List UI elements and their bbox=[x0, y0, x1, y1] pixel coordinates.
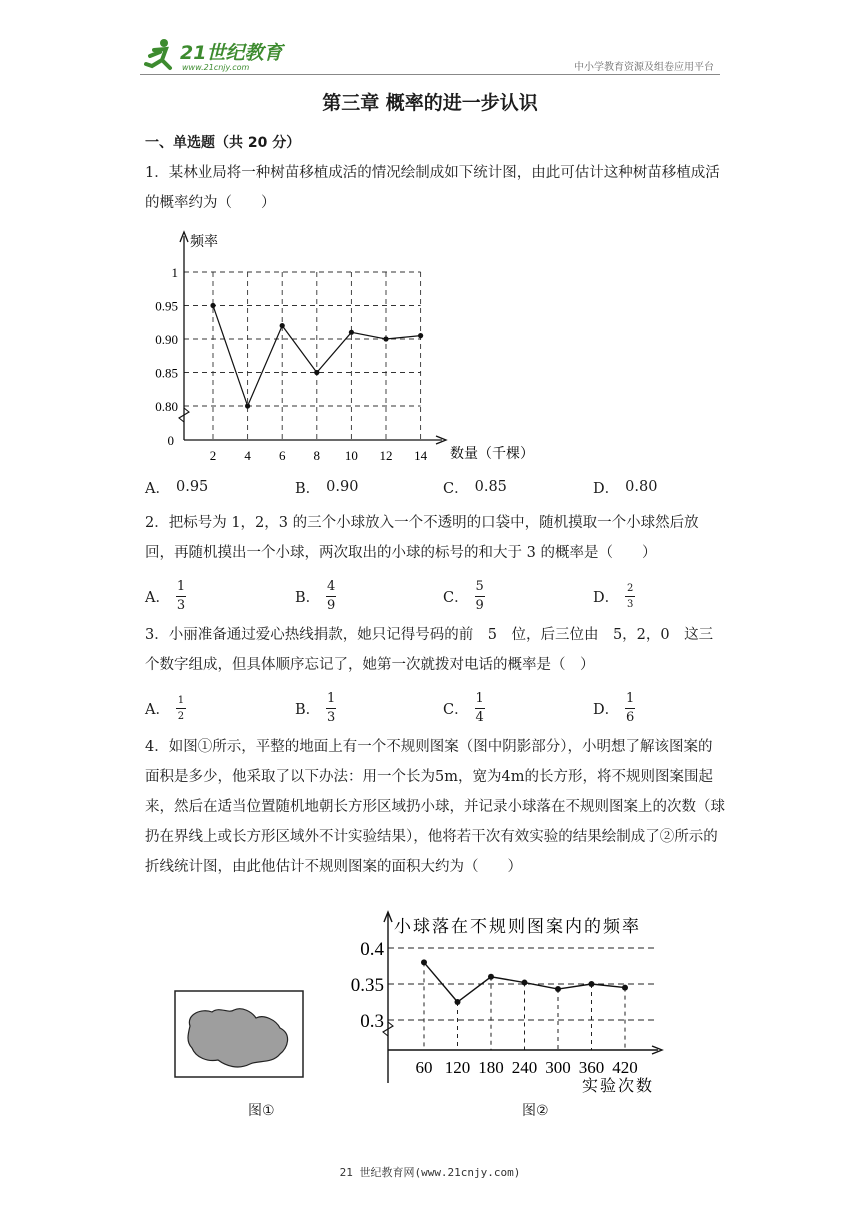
figure-1-label: 图① bbox=[248, 1103, 275, 1119]
data-point bbox=[589, 981, 595, 987]
x-tick-label: 360 bbox=[578, 1058, 605, 1077]
data-point bbox=[522, 980, 528, 986]
option-a[interactable]: A． 0.95 bbox=[145, 479, 209, 497]
option-a[interactable]: A． $\frac{1}{3}$ bbox=[145, 578, 186, 613]
figure-1-diagram bbox=[172, 988, 312, 1098]
x-tick-label: 8 bbox=[313, 448, 321, 463]
question-3-options bbox=[145, 690, 725, 726]
data-point bbox=[622, 985, 628, 991]
logo-text: 21世纪教育 bbox=[180, 42, 283, 64]
x-tick-label: 300 bbox=[545, 1058, 571, 1077]
question-2-options bbox=[145, 578, 725, 614]
data-point bbox=[245, 403, 250, 408]
question-3-stem: 3．小丽准备通过爱心热线捐款，她只记得号码的前 5 位，后三位由 5，2，0 这三个数字组成，但具体顺序忘记了，她第一次就拨对电话的概率是（ ） bbox=[145, 627, 714, 673]
fraction: $\frac{4}{9}$ bbox=[327, 578, 336, 613]
y-tick-label: 0.3 bbox=[360, 1011, 384, 1032]
x-tick-label: 420 bbox=[612, 1058, 638, 1077]
option-d[interactable]: D． 0.80 bbox=[593, 479, 658, 497]
option-a[interactable]: A． $\frac{1}{2}$ bbox=[145, 694, 185, 722]
y-tick-label: 1 bbox=[171, 265, 178, 280]
option-c[interactable]: C． 0.85 bbox=[443, 479, 507, 497]
data-point bbox=[383, 336, 388, 341]
y-axis-label: 小球落在不规则图案内的频率 bbox=[394, 917, 641, 936]
data-point bbox=[314, 370, 319, 375]
x-tick-label: 4 bbox=[244, 448, 251, 463]
runner-icon bbox=[140, 36, 180, 76]
page-title: 第三章 概率的进一步认识 bbox=[322, 92, 538, 114]
y-tick-label: 0.90 bbox=[155, 332, 178, 347]
data-point bbox=[349, 330, 354, 335]
x-tick-label: 60 bbox=[415, 1058, 433, 1077]
fraction: $\frac{1}{2}$ bbox=[177, 694, 185, 722]
data-point bbox=[488, 974, 494, 980]
x-tick-label: 12 bbox=[379, 448, 393, 463]
fraction: $\frac{2}{3}$ bbox=[626, 582, 634, 610]
page-footer: 21 世纪教育网(www.21cnjy.com) bbox=[339, 1166, 521, 1179]
site-logo bbox=[140, 36, 290, 76]
question-4-stem: 4．如图①所示，平整的地面上有一个不规则图案（图中阴影部分），小明想了解该图案的面积是多少，他采取了以下办法：用一个长为5m，宽为4m的长方形，将不规则图案围起来，然后在适当位置随机地朝长方形区域扔小球，并记录小球落在不规则图案上的次数（球扔在界线上或长方形区域外不计实验结果），他将若干次有效实验的结果绘制成了②所示的折线统计图，由此他估计不规则图案的面积大约为（ ） bbox=[145, 739, 725, 875]
origin-label: 0 bbox=[167, 433, 174, 448]
option-d[interactable]: D． $\frac{2}{3}$ bbox=[593, 582, 634, 610]
x-tick-label: 6 bbox=[278, 448, 286, 463]
fraction: $\frac{1}{6}$ bbox=[626, 690, 635, 725]
option-d[interactable]: D． $\frac{1}{6}$ bbox=[593, 690, 635, 725]
x-tick-label: 120 bbox=[444, 1058, 471, 1077]
x-tick-label: 14 bbox=[414, 448, 428, 463]
question-1-options bbox=[145, 472, 725, 502]
question-2-stem: 2．把标号为 1，2，3 的三个小球放入一个不透明的口袋中，随机摸取一个小球然后放回，再随机摸出一个小球，两次取出的小球的标号的和大于 3 的概率是（ ） bbox=[145, 515, 699, 561]
x-tick-label: 180 bbox=[478, 1058, 504, 1077]
x-axis-label: 实验次数 bbox=[582, 1078, 655, 1095]
option-b[interactable]: B． $\frac{4}{9}$ bbox=[295, 578, 336, 613]
option-b[interactable]: B． $\frac{1}{3}$ bbox=[295, 690, 336, 725]
fraction: $\frac{1}{4}$ bbox=[475, 690, 484, 725]
fraction: $\frac{5}{9}$ bbox=[475, 578, 484, 613]
chart-2 bbox=[336, 908, 676, 1098]
data-point bbox=[555, 986, 561, 992]
section-heading: 一、单选题（共 20 分） bbox=[145, 135, 301, 151]
fraction: $\frac{1}{3}$ bbox=[327, 690, 336, 725]
option-c[interactable]: C． $\frac{1}{4}$ bbox=[443, 690, 484, 725]
chart-1 bbox=[150, 228, 570, 468]
y-tick-label: 0.95 bbox=[155, 298, 178, 314]
y-tick-label: 0.80 bbox=[155, 399, 178, 414]
data-point bbox=[280, 323, 285, 328]
x-tick-label: 240 bbox=[511, 1058, 538, 1077]
logo-url: www.21cnjy.com bbox=[182, 63, 250, 72]
fraction: $\frac{1}{3}$ bbox=[176, 578, 186, 613]
option-c[interactable]: C． $\frac{5}{9}$ bbox=[443, 578, 484, 613]
platform-label: 中小学教育资源及组卷应用平台 bbox=[574, 62, 714, 73]
page-header bbox=[140, 36, 720, 76]
data-point bbox=[418, 333, 423, 338]
y-tick-label: 0.85 bbox=[155, 365, 178, 381]
data-point bbox=[210, 303, 215, 308]
x-tick-label: 10 bbox=[344, 448, 358, 463]
x-tick-label: 2 bbox=[209, 448, 217, 463]
header-divider bbox=[140, 74, 720, 75]
data-point bbox=[455, 999, 461, 1005]
y-tick-label: 0.35 bbox=[350, 975, 384, 996]
y-axis-label: 频率 bbox=[190, 235, 218, 250]
irregular-shape bbox=[188, 1009, 288, 1067]
data-point bbox=[421, 959, 427, 965]
option-b[interactable]: B． 0.90 bbox=[295, 479, 359, 497]
figure-2-label: 图② bbox=[522, 1103, 549, 1119]
y-tick-label: 0.4 bbox=[360, 939, 384, 960]
x-axis-label: 数量（千棵） bbox=[450, 447, 534, 462]
question-1-stem: 1．某林业局将一种树苗移植成活的情况绘制成如下统计图，由此可估计这种树苗移植成活的概率约为（ ） bbox=[145, 165, 720, 211]
